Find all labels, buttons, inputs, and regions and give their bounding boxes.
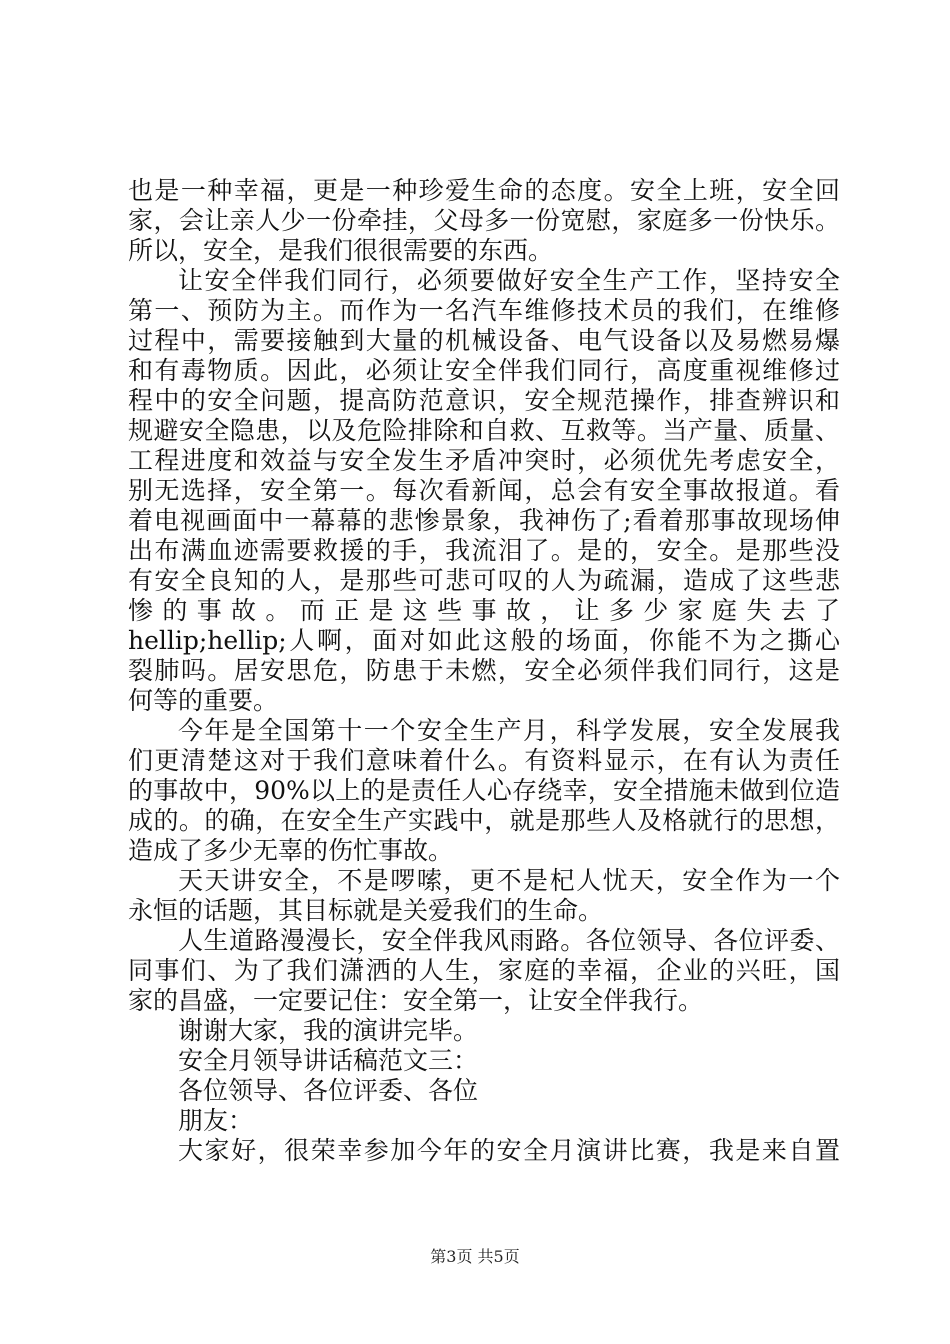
text-line: 同事们、为了我们潇洒的人生，家庭的幸福，企业的兴旺，国 (128, 956, 840, 985)
text-line: 裂肺吗。居安思危，防患于未燃，安全必须伴我们同行，这是 (128, 656, 840, 685)
text-line: 天天讲安全，不是啰嗦，更不是杞人忧天，安全作为一个 (178, 866, 840, 895)
text-line: 人生道路漫漫长，安全伴我风雨路。各位领导、各位评委、 (178, 926, 840, 955)
text-line: 让安全伴我们同行，必须要做好安全生产工作，坚持安全 (178, 266, 840, 295)
text-line: 出布满血迹需要救援的手，我流泪了。是的，安全。是那些没 (128, 536, 840, 565)
text-line: 和有毒物质。因此，必须让安全伴我们同行，高度重视维修过 (128, 356, 840, 385)
body-text (128, 176, 840, 1166)
text-line: hellip;hellip;人啊，面对如此这般的场面，你能不为之撕心 (128, 626, 840, 655)
page-footer: 第3页 共5页 (430, 1247, 520, 1266)
text-line: 今年是全国第十一个安全生产月，科学发展，安全发展我 (178, 716, 840, 745)
text-line: 也是一种幸福，更是一种珍爱生命的态度。安全上班，安全回 (128, 176, 840, 205)
text-line: 何等的重要。 (128, 686, 279, 715)
text-line: 程中的安全问题，提高防范意识，安全规范操作，排查辨识和 (128, 386, 840, 415)
text-line: 别无选择，安全第一。每次看新闻，总会有安全事故报道。看 (128, 476, 840, 505)
text-line: 第一、预防为主。而作为一名汽车维修技术员的我们，在维修 (128, 296, 840, 325)
text-line: 大家好，很荣幸参加今年的安全月演讲比赛，我是来自置 (178, 1136, 840, 1165)
text-line: 家的昌盛，一定要记住：安全第一，让安全伴我行。 (128, 986, 704, 1015)
text-line: 家，会让亲人少一份牵挂，父母多一份宽慰，家庭多一份快乐。 (128, 206, 840, 235)
text-line: 们更清楚这对于我们意味着什么。有资料显示，在有认为责任 (128, 746, 840, 775)
text-line: 安全月领导讲话稿范文三： (178, 1046, 479, 1075)
text-line: 过程中，需要接触到大量的机械设备、电气设备以及易燃易爆 (128, 326, 840, 355)
text-line: 工程进度和效益与安全发生矛盾冲突时，必须优先考虑安全， (128, 446, 840, 475)
text-line: 所以，安全，是我们很很需要的东西。 (128, 236, 554, 265)
text-line: 的事故中，90%以上的是责任人心存绕幸，安全措施未做到位造 (128, 776, 840, 805)
text-line: 谢谢大家，我的演讲完毕。 (178, 1016, 479, 1045)
text-line: 成的。的确，在安全生产实践中，就是那些人及格就行的思想， (128, 806, 840, 835)
text-line: 有安全良知的人，是那些可悲可叹的人为疏漏，造成了这些悲 (128, 566, 840, 595)
text-line: 惨 的 事 故 。 而 正 是 这 些 事 故 ， 让 多 少 家 庭 失 去 了 (128, 596, 840, 625)
text-line: 造成了多少无辜的伤忙事故。 (128, 836, 454, 865)
text-line: 各位领导、各位评委、各位 (178, 1076, 479, 1105)
text-line: 朋友： (178, 1106, 254, 1135)
text-line: 着电视画面中一幕幕的悲惨景象，我神伤了;看着那事故现场伸 (128, 506, 840, 535)
text-line: 规避安全隐患，以及危险排除和自救、互救等。当产量、质量、 (128, 416, 840, 445)
text-line: 永恒的话题，其目标就是关爱我们的生命。 (128, 896, 604, 925)
